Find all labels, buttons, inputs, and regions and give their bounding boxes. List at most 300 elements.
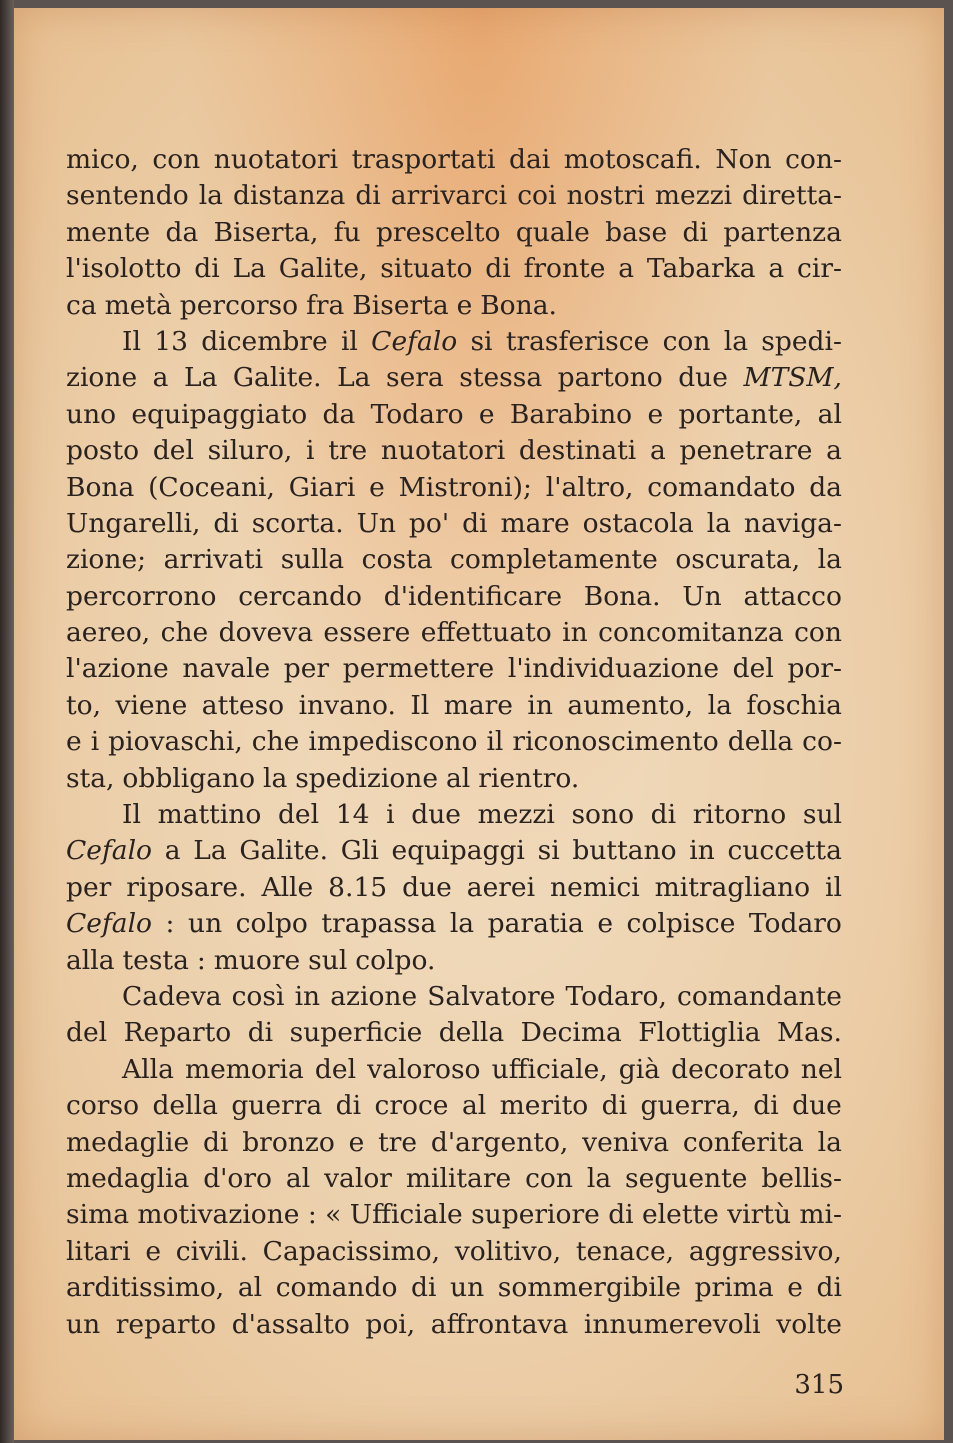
word: testa (122, 944, 189, 976)
word: Biserta, (213, 216, 319, 248)
word: la (817, 1126, 842, 1158)
word: sulla (280, 544, 345, 576)
text-line (66, 1015, 842, 1051)
word: la (449, 908, 475, 940)
word: naviga- (743, 507, 842, 539)
word: della (727, 726, 794, 758)
word: Reparto (123, 1017, 232, 1049)
word: della (438, 1017, 505, 1049)
word: superficie (289, 1017, 423, 1049)
word: invano. (298, 689, 396, 721)
word: muore (213, 944, 301, 976)
word: costa (361, 544, 433, 576)
text-line (66, 1088, 842, 1124)
word: piovaschi, (108, 726, 243, 758)
word: aggressivo, (688, 1235, 842, 1267)
word: di (202, 1126, 229, 1158)
word: mi- (799, 1199, 842, 1231)
word: coi (517, 180, 557, 212)
word: Alle (261, 871, 314, 903)
word: oscurata, (675, 544, 801, 576)
word: zione; (66, 544, 147, 576)
word: metà (104, 289, 172, 321)
text-line (66, 506, 842, 542)
word: conferita (682, 1126, 804, 1158)
word: al (445, 762, 471, 794)
word: : (307, 1199, 317, 1231)
word: uno (66, 398, 117, 430)
word: valor (324, 1162, 392, 1194)
word: al (285, 1162, 311, 1194)
word: atteso (201, 689, 285, 721)
word: trasportati (351, 144, 496, 175)
word: navale (182, 653, 271, 685)
word: arrivati (163, 544, 264, 576)
word: guerra (231, 1090, 323, 1122)
word: di (608, 1199, 634, 1231)
word: attacco (743, 580, 842, 612)
word: con (794, 617, 842, 649)
word: tre (328, 435, 368, 467)
word: a (164, 835, 181, 867)
word: Todaro (748, 908, 842, 940)
word: equipaggi (391, 835, 525, 867)
word: Bona (66, 471, 135, 503)
word: Giari (288, 471, 356, 503)
word: Mas. (776, 1017, 842, 1049)
word: nuotatori (213, 144, 339, 175)
text-line (66, 833, 842, 869)
word: cuccetta (727, 835, 842, 867)
word: poi, (365, 1308, 416, 1340)
word: un (188, 908, 223, 940)
word: ritorno (692, 799, 787, 831)
word: (Coceani, (148, 471, 275, 503)
page-body-text (66, 142, 842, 1343)
word: ostacola (582, 507, 694, 539)
book-spine-shadow (0, 0, 14, 1443)
word: Galite, (278, 253, 368, 285)
word: memoria (184, 1053, 304, 1085)
word: azione (330, 980, 418, 1012)
text-line (66, 1307, 842, 1343)
word: con (525, 1162, 573, 1194)
word: stessa (459, 362, 543, 394)
word: La (193, 835, 227, 867)
word: doveva (218, 617, 313, 649)
word: un (450, 1272, 485, 1304)
word: sima (66, 1199, 130, 1231)
text-line (66, 870, 842, 906)
word: aereo, (66, 617, 151, 649)
word: prescelto (375, 216, 501, 248)
word: in (294, 980, 321, 1012)
word: già (618, 1053, 661, 1085)
word: Un (356, 507, 396, 539)
word: penetrare (679, 435, 813, 467)
word: posto (66, 435, 140, 467)
word: d'oro (203, 1162, 273, 1194)
word: di (682, 216, 708, 248)
word: si (537, 835, 560, 867)
word: i (306, 435, 315, 467)
word: fra (306, 289, 345, 321)
word: della (152, 1090, 218, 1122)
word: da (322, 398, 356, 430)
word: motivazione (137, 1199, 300, 1231)
word: da (809, 471, 842, 503)
word: zione (66, 362, 138, 394)
word: paratia (487, 908, 584, 940)
word: nel (800, 1053, 842, 1085)
word: in (562, 617, 588, 649)
word: Non (715, 144, 772, 175)
word: d'argento, (430, 1126, 569, 1158)
word: co- (802, 726, 842, 758)
word: essere (323, 617, 411, 649)
word: dicembre (201, 325, 328, 357)
word: colpisce (626, 908, 736, 940)
word: per (283, 653, 330, 685)
word: effettuato (420, 617, 552, 649)
word: Decima (520, 1017, 622, 1049)
text-line (66, 1197, 842, 1233)
word: seguente (625, 1162, 748, 1194)
word: Todaro, (565, 980, 667, 1012)
word: che (160, 617, 209, 649)
word: sentendo (66, 180, 189, 212)
word: por- (787, 653, 842, 685)
word: « Ufficiale (325, 1199, 463, 1231)
word: mare (443, 689, 513, 721)
word: che (251, 726, 300, 758)
word: due (402, 871, 452, 903)
text-line (66, 397, 842, 433)
word: motoscafi. (563, 144, 702, 175)
word: a (826, 435, 842, 467)
word: mezzi (654, 180, 733, 212)
word: a (618, 253, 635, 285)
word: di (753, 1090, 779, 1122)
word: base (605, 216, 668, 248)
text-line (66, 360, 842, 396)
word: Gli (340, 835, 379, 867)
word: riconoscimento (512, 726, 719, 758)
text-line (66, 615, 842, 651)
word: di (601, 1090, 628, 1122)
word: di (335, 1090, 362, 1122)
word: Salvatore (427, 980, 556, 1012)
word: di (213, 507, 239, 539)
word: permettere (342, 653, 495, 685)
word: Cefalo (66, 908, 152, 940)
text-line (66, 943, 842, 979)
word: nuotatori (380, 435, 506, 467)
word: l'isolotto (66, 253, 182, 285)
word: foschia (746, 689, 842, 721)
word: due (678, 362, 728, 394)
word: a (650, 435, 666, 467)
word: fronte (523, 253, 606, 285)
word: di (355, 180, 381, 212)
word: tre (378, 1126, 418, 1158)
word: scorta. (251, 507, 344, 539)
text-line (66, 433, 842, 469)
word: sommergibile (497, 1272, 681, 1304)
word: rientro. (478, 762, 580, 794)
word: del (277, 799, 320, 831)
word: d'assalto (231, 1308, 350, 1340)
word: Cadeva (122, 980, 222, 1012)
word: civili. (175, 1235, 248, 1267)
word: sul (308, 944, 348, 976)
word: Bona. (583, 580, 661, 612)
word: Alla (122, 1053, 174, 1085)
word: Capacissimo, (262, 1235, 441, 1267)
word: obbligano (122, 762, 256, 794)
word: d'identificare (383, 580, 563, 612)
word: la (817, 544, 842, 576)
word: valoroso (367, 1053, 481, 1085)
word: trasferisce (505, 325, 650, 357)
word: medaglia (66, 1162, 190, 1194)
word: to, (66, 689, 102, 721)
word: destinati (518, 435, 637, 467)
word: la (706, 507, 731, 539)
page-number: 315 (794, 1370, 844, 1400)
word: e (145, 1235, 161, 1267)
word: Flottiglia (638, 1017, 761, 1049)
word: percorrono (66, 580, 217, 612)
word: due (792, 1090, 842, 1122)
word: a (768, 253, 785, 285)
word: e (369, 471, 385, 503)
word: Il (122, 799, 141, 831)
text-line (66, 215, 842, 251)
word: i (386, 799, 395, 831)
word: comando (275, 1272, 398, 1304)
word: partenza (723, 216, 842, 248)
word: militare (405, 1162, 512, 1194)
word: Galite. (232, 362, 322, 394)
word: Mistroni); (398, 471, 532, 503)
word: virtù (727, 1199, 792, 1231)
word: decorato (671, 1053, 790, 1085)
word: situato (380, 253, 473, 285)
word: Un (682, 580, 722, 612)
word: il (825, 871, 842, 903)
text-line (66, 797, 842, 833)
word: e (647, 398, 664, 430)
word: prima (694, 1272, 774, 1304)
word: bronzo (242, 1126, 335, 1158)
word: La (337, 362, 371, 394)
word: arditissimo, (66, 1272, 225, 1304)
word: la (723, 325, 749, 357)
text-line (66, 724, 842, 760)
word: completamente (450, 544, 658, 576)
word: dai (509, 144, 551, 175)
word: reparto (115, 1308, 217, 1340)
word: i (90, 726, 100, 758)
word: Todaro (370, 398, 464, 430)
text-line (66, 142, 842, 178)
word: l'altro, (545, 471, 634, 503)
word: aumento, (567, 689, 694, 721)
word: e (456, 289, 473, 321)
text-line (66, 906, 842, 942)
word: colpo (235, 908, 308, 940)
word: tenace, (575, 1235, 675, 1267)
word: al (817, 398, 842, 430)
word: medaglie (66, 1126, 190, 1158)
word: sera (385, 362, 444, 394)
word: nostri (566, 180, 645, 212)
word: concomitanza (598, 617, 784, 649)
word: riposare. (126, 871, 247, 903)
word: merito (499, 1090, 589, 1122)
word: croce (374, 1090, 449, 1122)
word: bellis- (761, 1162, 842, 1194)
word: del (152, 435, 194, 467)
text-line (66, 324, 842, 360)
text-line (66, 1270, 842, 1306)
word: e (787, 1272, 803, 1304)
word: cercando (238, 580, 363, 612)
word: viene (115, 689, 188, 721)
word: colpo. (355, 944, 436, 976)
text-line (66, 979, 842, 1015)
word: del (66, 1017, 108, 1049)
word: al (461, 1090, 487, 1122)
word: 8.15 (328, 871, 388, 903)
word: siluro, (207, 435, 293, 467)
word: La (232, 253, 266, 285)
word: mare (500, 507, 570, 539)
text-line (66, 1234, 842, 1270)
word: 14 (335, 799, 370, 831)
word: al (237, 1272, 263, 1304)
word: l'azione (66, 653, 169, 685)
text-line (66, 178, 842, 214)
word: di (650, 799, 677, 831)
word: : (165, 908, 175, 940)
word: equipaggiato (131, 398, 308, 430)
word: : (196, 944, 206, 976)
word: di (194, 253, 220, 285)
word: alla (66, 944, 115, 976)
word: volitivo, (454, 1235, 562, 1267)
book-page (14, 8, 944, 1440)
word: po' (408, 507, 450, 539)
word: la (198, 180, 223, 212)
word: con (662, 325, 711, 357)
word: per (66, 871, 112, 903)
word: Cefalo (66, 835, 152, 867)
word: mente (66, 216, 151, 248)
word: comandato (647, 471, 796, 503)
word: di (485, 253, 511, 285)
word: e (478, 398, 495, 430)
word: di (411, 1272, 437, 1304)
word: partono (557, 362, 663, 394)
word: il (340, 325, 358, 357)
word: percorso (179, 289, 299, 321)
word: arrivarci (390, 180, 508, 212)
word: ufficiale, (491, 1053, 608, 1085)
word: fu (333, 216, 361, 248)
word: affrontava (430, 1308, 569, 1340)
word: il (486, 726, 504, 758)
word: sono (571, 799, 635, 831)
word: così (231, 980, 285, 1012)
word: Tabarka (646, 253, 756, 285)
word: elette (642, 1199, 719, 1231)
word: impediscono (308, 726, 478, 758)
word: guerra, (640, 1090, 740, 1122)
text-line (66, 688, 842, 724)
word: buttano (572, 835, 677, 867)
word: di (816, 1272, 842, 1304)
text-line (66, 761, 842, 797)
word: comandante (676, 980, 842, 1012)
word: con (152, 144, 201, 175)
word: litari (66, 1235, 131, 1267)
word: Galite. (239, 835, 329, 867)
word: in (527, 689, 553, 721)
word: Il (410, 689, 430, 721)
word: MTSM, (743, 362, 842, 394)
word: trapassa (321, 908, 437, 940)
word: La (183, 362, 218, 394)
word: Il (122, 325, 141, 357)
word: 13 (154, 325, 188, 357)
word: ca (66, 289, 97, 321)
word: nemici (550, 871, 640, 903)
word: Ungarelli, (66, 507, 201, 539)
word: due (411, 799, 461, 831)
word: mico, (66, 144, 139, 175)
word: quale (515, 216, 590, 248)
word: spedizione (295, 762, 439, 794)
word: e (66, 726, 82, 758)
word: del (314, 1053, 357, 1085)
word: mitragliano (654, 871, 811, 903)
word: del (732, 653, 774, 685)
word: di (462, 507, 488, 539)
word: l'individuazione (507, 653, 720, 685)
text-line (66, 542, 842, 578)
word: e (597, 908, 614, 940)
word: mattino (157, 799, 262, 831)
word: un (66, 1308, 101, 1340)
word: corso (66, 1090, 140, 1122)
word: mezzi (477, 799, 555, 831)
word: Biserta (352, 289, 449, 321)
text-line (66, 1052, 842, 1088)
word: e (348, 1126, 365, 1158)
text-line (66, 651, 842, 687)
word: diretta- (742, 180, 842, 212)
word: la (586, 1162, 612, 1194)
word: Barabino (509, 398, 633, 430)
word: in (689, 835, 715, 867)
word: sul (802, 799, 842, 831)
text-line (66, 1125, 842, 1161)
word: con- (785, 144, 842, 175)
word: spedi- (761, 325, 842, 357)
word: volte (776, 1308, 842, 1340)
